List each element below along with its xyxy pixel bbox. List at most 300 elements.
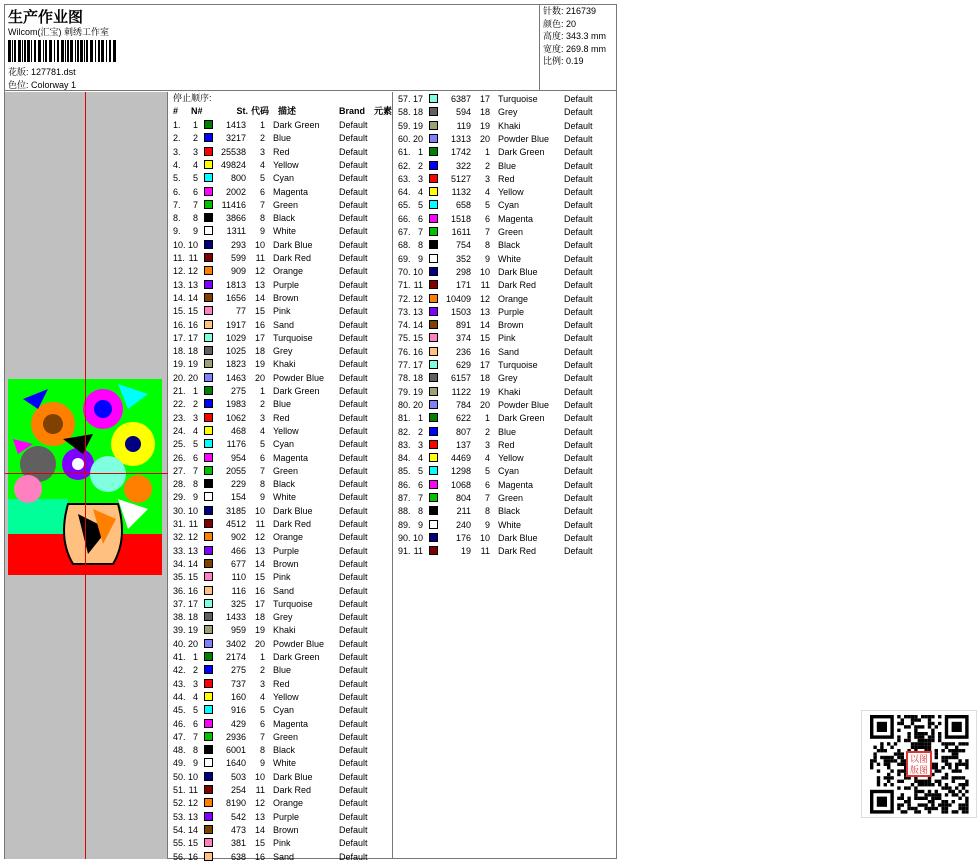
color-swatch [204,772,213,781]
stitch-count: 807 [455,426,471,437]
needle-num: 11 [188,785,198,795]
stitch-count: 1062 [225,412,246,423]
header-n: N# [191,106,203,116]
stitch-count: 466 [230,545,246,556]
colorway-label: 色位: [8,80,29,90]
color-swatch [204,133,213,142]
table-row [395,399,616,411]
stitch-count: 25538 [220,146,246,157]
color-swatch [204,293,213,302]
color-code: 8 [484,506,490,517]
stop-num: 24. [173,425,186,436]
color-code: 9 [259,226,265,237]
color-desc: Cyan [273,439,295,450]
table-row [395,133,616,145]
color-code: 12 [254,532,265,543]
color-code: 8 [484,240,490,251]
stitch-count: 3185 [225,505,246,516]
table-row [170,505,392,517]
table-row [170,425,392,437]
brand: Default [564,466,593,477]
color-desc: Green [273,465,299,476]
needle-num: 12 [187,532,198,543]
color-swatch [204,812,213,821]
table-row [170,385,392,397]
table-row [170,531,392,543]
table-row [395,319,616,331]
stitch-count: 49824 [220,159,246,170]
color-code: 9 [259,758,265,769]
table-row [170,491,392,503]
table-row [170,545,392,557]
table-row [170,159,392,171]
color-swatch [429,400,438,409]
stop-num: 70. [398,266,411,277]
color-desc: Dark Green [498,413,545,424]
color-swatch [204,652,213,661]
brand: Default [564,360,593,370]
needle-num: 19 [412,120,423,131]
stitch-count: 503 [230,771,246,782]
stop-num: 42. [173,665,186,676]
brand: Default [339,253,368,263]
stitch-count: 891 [455,320,471,331]
stop-num: 77. [398,360,411,370]
brand: Default [339,213,368,224]
needle-num: 15 [412,333,423,344]
table-row [170,372,392,384]
needle-num: 14 [187,824,198,835]
table-row [395,173,616,185]
stop-num: 47. [173,731,186,742]
color-code: 1 [484,413,490,424]
color-desc: Khaki [273,625,296,636]
table-row [170,651,392,663]
brand: Default [564,386,593,397]
color-desc: Black [498,506,521,517]
brand: Default [564,160,593,171]
color-code: 10 [254,505,265,516]
stitch-count: 599 [230,253,246,263]
table-row [395,372,616,384]
color-code: 1 [484,147,490,158]
stitch-count: 658 [455,200,471,211]
table-row [395,465,616,477]
needle-num: 16 [187,319,198,330]
table-row [395,426,616,438]
color-swatch [429,94,438,103]
needle-num: 8 [192,745,198,756]
color-desc: Cyan [498,200,520,211]
color-desc: Pink [273,306,291,317]
color-swatch [429,333,438,342]
brand: Default [339,465,368,476]
color-code: 1 [259,652,265,662]
color-desc: Magenta [498,479,534,490]
stop-num: 63. [398,173,411,184]
stop-num: 15. [173,306,186,317]
color-swatch [429,480,438,489]
color-swatch [204,280,213,289]
color-desc: Dark Blue [273,505,313,516]
stop-num: 88. [398,506,411,517]
needle-num: 11 [413,546,423,557]
brand: Default [564,306,593,317]
stop-num: 23. [173,412,186,423]
color-desc: Blue [273,399,292,410]
brand: Default [339,598,368,609]
color-swatch [204,639,213,648]
color-swatch [204,838,213,847]
company-name: Wilcom(汇宝) 刺绣工作室 [8,27,109,37]
table-row [170,718,392,730]
stitch-count: 542 [230,811,246,822]
color-swatch [204,120,213,129]
color-code: 1 [259,120,265,130]
brand: Default [339,545,368,556]
color-swatch [204,386,213,395]
color-desc: Red [498,173,515,184]
brand: Default [339,133,368,144]
color-swatch [429,533,438,542]
table-row [395,253,616,265]
brand: Default [564,426,593,437]
color-desc: Red [498,439,515,450]
stitch-count: 10409 [445,293,471,304]
brand: Default [564,147,593,158]
color-desc: Magenta [273,186,309,197]
color-desc: Purple [273,545,300,556]
color-code: 15 [479,333,490,344]
stitch-count: 468 [230,425,246,436]
color-desc: Powder Blue [273,372,325,383]
stitch-count: 6001 [225,745,246,756]
stop-num: 55. [173,838,186,849]
color-desc: Red [273,412,290,423]
brand: Default [339,519,368,529]
table-row [170,132,392,144]
stitch-count: 2936 [225,731,246,742]
color-code: 10 [254,239,265,250]
color-code: 3 [259,146,265,157]
stop-num: 40. [173,638,186,649]
brand: Default [339,332,368,343]
color-code: 13 [479,306,490,317]
stop-num: 19. [173,359,186,370]
brand: Default [339,612,368,623]
needle-num: 6 [192,452,198,463]
brand: Default [339,359,368,370]
needle-num: 17 [412,360,423,370]
needle-num: 9 [192,492,198,503]
needle-num: 2 [192,133,198,144]
color-code: 11 [480,546,490,557]
brand: Default [564,107,593,118]
brand: Default [339,386,368,396]
stitch-count: 429 [230,718,246,729]
header-st: St. [236,106,248,116]
stop-num: 21. [173,386,186,396]
brand: Default [339,718,368,729]
stitch-count: 381 [230,838,246,849]
color-desc: Cyan [498,466,520,477]
stop-sequence-column-2 [395,92,928,859]
color-code: 17 [254,598,265,609]
color-code: 10 [479,532,490,543]
stitch-count: 1823 [225,359,246,370]
color-code: 3 [259,412,265,423]
color-code: 9 [259,492,265,503]
stitch-count: 909 [230,266,246,277]
color-code: 12 [479,293,490,304]
color-swatch [429,267,438,276]
color-code: 13 [254,545,265,556]
color-desc: White [273,226,297,237]
stop-num: 79. [398,386,411,397]
color-desc: Orange [273,798,304,809]
needle-num: 17 [187,598,198,609]
brand: Default [564,479,593,490]
needle-num: 10 [187,239,198,250]
color-code: 15 [254,306,265,317]
table-row [395,226,616,238]
color-code: 17 [479,360,490,370]
stop-num: 46. [173,718,186,729]
stitch-count: 1413 [225,120,246,130]
stop-num: 5. [173,173,181,184]
color-code: 13 [254,811,265,822]
table-row [395,279,616,291]
color-swatch [204,692,213,701]
stop-num: 60. [398,133,411,144]
stop-num: 59. [398,120,411,131]
table-row [395,266,616,278]
color-code: 11 [255,519,265,529]
color-swatch [204,785,213,794]
stop-num: 66. [398,213,411,224]
color-code: 5 [259,705,265,716]
color-desc: White [498,253,522,264]
needle-num: 17 [187,332,198,343]
color-desc: Pink [273,838,291,849]
brand: Default [339,558,368,569]
header-code: 代码 [251,106,270,116]
color-code: 2 [259,133,265,144]
needle-num: 5 [417,466,423,477]
header [5,5,616,91]
color-code: 3 [259,678,265,689]
color-swatch [204,266,213,275]
design-preview-panel [5,92,168,859]
stop-sequence-column-1 [170,92,393,862]
table-row [170,412,392,424]
needle-num: 1 [192,652,198,662]
color-swatch [429,307,438,316]
brand: Default [564,493,593,503]
color-desc: Powder Blue [498,399,550,410]
stop-num: 89. [398,519,411,530]
needle-num: 7 [417,227,423,237]
brand: Default [339,412,368,423]
needle-num: 18 [187,346,198,357]
color-desc: Sand [273,851,295,862]
brand: Default [339,479,368,490]
color-desc: Orange [273,532,304,543]
needle-num: 7 [192,199,198,210]
table-row [170,811,392,823]
stitch-count: 4512 [225,519,246,529]
brand: Default [339,811,368,822]
stop-num: 4. [173,159,181,170]
color-code: 19 [479,120,490,131]
color-swatch [429,520,438,529]
color-desc: Dark Blue [498,532,538,543]
stitch-count: 1068 [450,479,471,490]
color-swatch [204,745,213,754]
needle-num: 14 [412,320,423,331]
color-swatch [204,506,213,515]
color-swatch [204,333,213,342]
color-code: 19 [479,386,490,397]
color-swatch [204,479,213,488]
brand: Default [564,253,593,264]
stop-num: 53. [173,811,186,822]
stitch-count: 293 [230,239,246,250]
color-desc: Black [273,745,296,756]
stitch-count: 154 [230,492,246,503]
table-row [395,160,616,172]
color-swatch [204,519,213,528]
color-code: 19 [254,359,265,370]
color-swatch [429,134,438,143]
needle-num: 5 [417,200,423,211]
stop-num: 2. [173,133,181,144]
stitch-count: 1983 [225,399,246,410]
stop-num: 44. [173,691,186,702]
color-swatch [204,320,213,329]
brand: Default [339,838,368,849]
color-swatch [204,253,213,262]
stitch-count: 3866 [225,213,246,224]
color-code: 5 [259,173,265,184]
color-code: 17 [479,94,490,104]
stop-num: 13. [173,279,186,290]
stop-num: 35. [173,572,186,583]
needle-num: 20 [187,638,198,649]
color-desc: Magenta [273,718,309,729]
color-desc: Blue [273,133,292,144]
stop-num: 10. [173,239,186,250]
stop-num: 3. [173,146,181,157]
color-swatch [204,732,213,741]
color-code: 9 [484,253,490,264]
needle-num: 10 [187,505,198,516]
table-row [170,186,392,198]
brand: Default [564,519,593,530]
stitch-count: 1813 [225,279,246,290]
stop-num: 80. [398,399,411,410]
table-row [395,452,616,464]
color-code: 15 [254,572,265,583]
needle-num: 10 [412,266,423,277]
stop-num: 68. [398,240,411,251]
stitch-count: 800 [230,173,246,184]
brand: Default [339,532,368,543]
color-swatch [204,599,213,608]
stop-num: 49. [173,758,186,769]
stitch-count: 3402 [225,638,246,649]
needle-num: 8 [192,479,198,490]
color-desc: Grey [498,107,518,118]
stop-num: 69. [398,253,411,264]
color-swatch [204,825,213,834]
stop-num: 26. [173,452,186,463]
color-swatch [204,226,213,235]
brand: Default [564,240,593,251]
color-code: 7 [484,493,490,503]
center-line-horizontal [5,473,168,474]
needle-num: 4 [192,159,198,170]
brand: Default [339,851,368,862]
color-swatch [204,798,213,807]
table-row [170,225,392,237]
stop-num: 81. [398,413,411,424]
color-desc: White [498,519,522,530]
color-swatch [204,160,213,169]
brand: Default [339,372,368,383]
brand: Default [339,638,368,649]
color-desc: Turquoise [273,598,313,609]
color-code: 6 [484,213,490,224]
color-swatch [429,121,438,130]
table-row [170,558,392,570]
color-desc: Sand [498,346,520,357]
stitch-count: 229 [230,479,246,490]
stitch-count: 473 [230,824,246,835]
header-num: # [173,106,179,116]
table-row [170,518,392,530]
table-row [395,545,616,557]
color-code: 18 [254,612,265,623]
color-desc: Purple [498,306,525,317]
color-swatch [204,413,213,422]
header-brand: Brand [339,106,366,116]
needle-num: 10 [187,771,198,782]
table-row [170,465,392,477]
stitch-count: 629 [455,360,471,370]
brand: Default [339,319,368,330]
brand: Default [339,173,368,184]
color-swatch [204,546,213,555]
stitch-count: 374 [455,333,471,344]
table-row [170,252,392,264]
color-desc: Turquoise [498,360,538,370]
stitch-count: 902 [230,532,246,543]
brand: Default [564,133,593,144]
stitch-count: 1025 [225,346,246,357]
needle-num: 3 [417,439,423,450]
needle-num: 14 [187,292,198,303]
needle-num: 1 [192,120,198,130]
color-desc: Blue [498,160,517,171]
table-caption: 停止顺序: [173,93,212,103]
color-code: 12 [254,798,265,809]
document-frame [4,4,928,862]
color-swatch [204,466,213,475]
color-swatch [429,240,438,249]
stitch-count: 737 [230,678,246,689]
brand: Default [339,785,368,795]
